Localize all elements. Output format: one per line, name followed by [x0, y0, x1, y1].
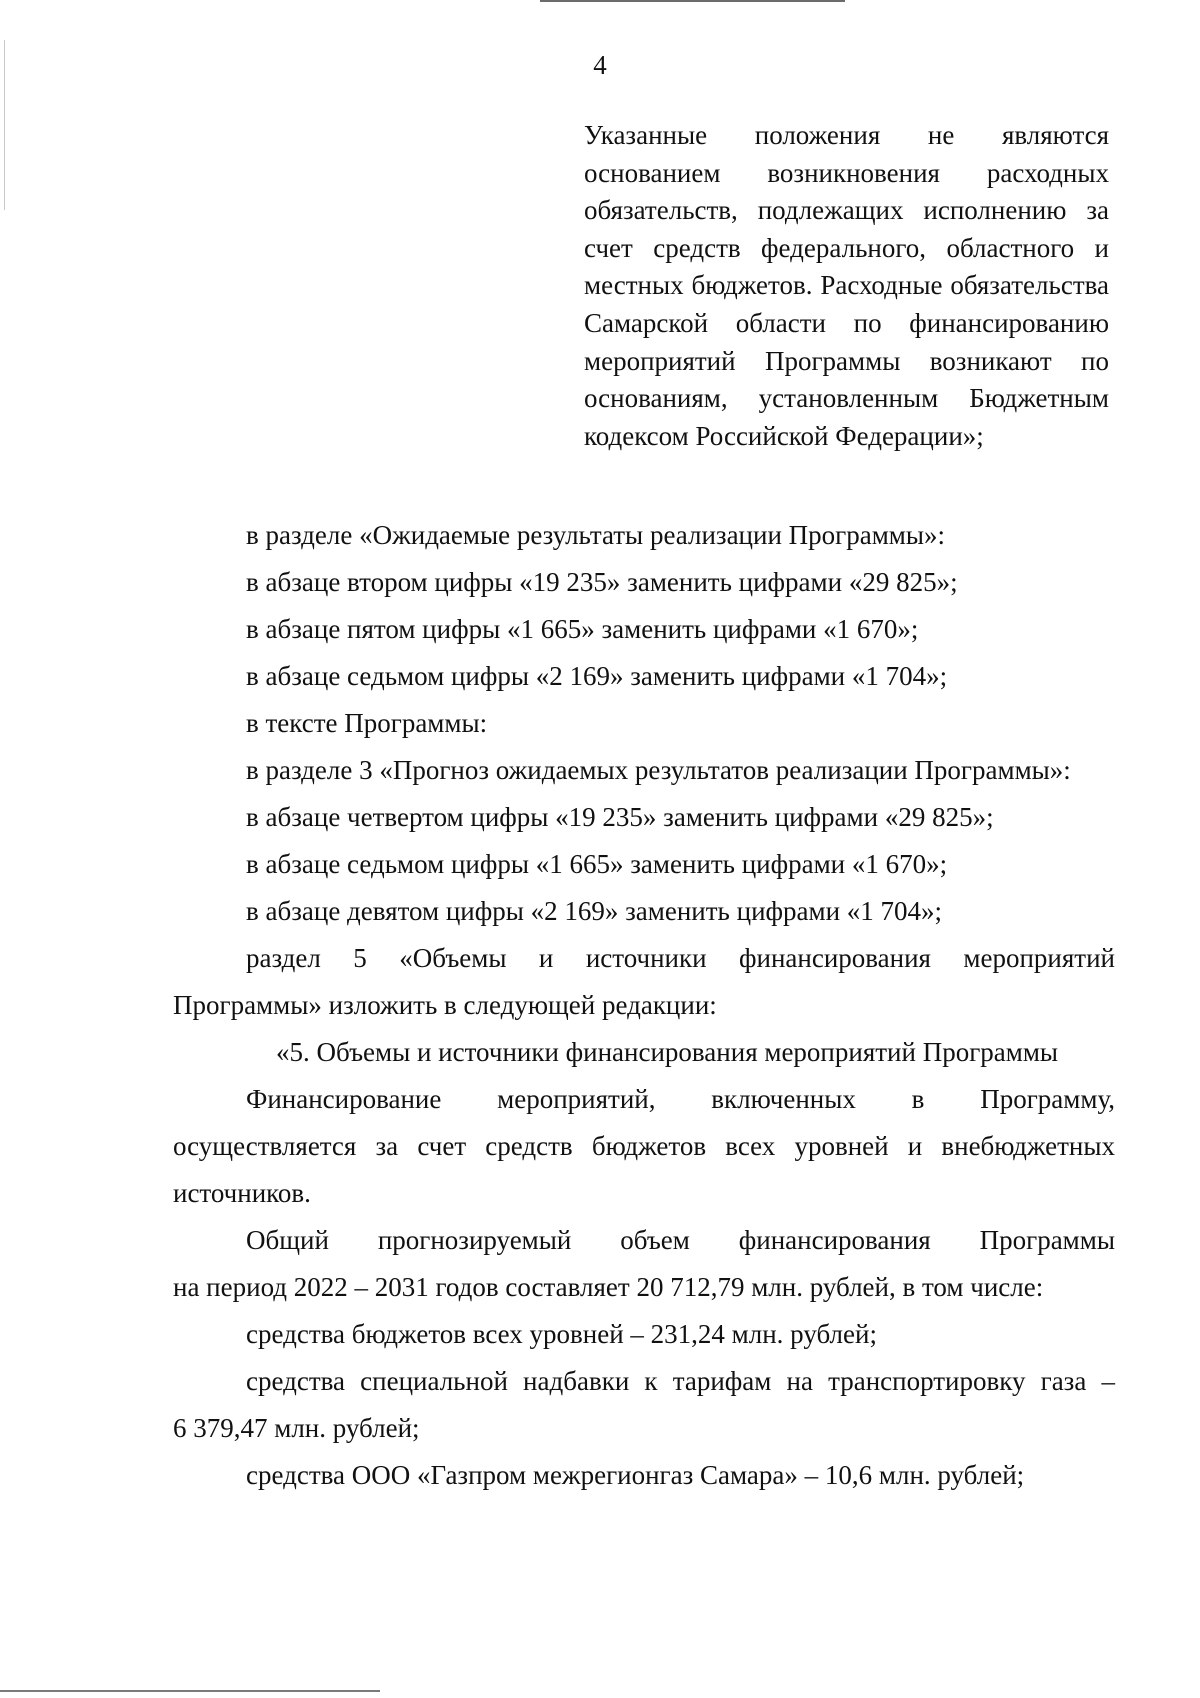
paragraph-line: на период 2022 – 2031 годов составляет 20 712,79 млн. рублей, в том числе: — [173, 1272, 1044, 1302]
paragraph-line: в разделе 3 «Прогноз ожидаемых результатов реализации Программы»: — [246, 755, 1071, 785]
paragraph-line: в абзаце четвертом цифры «19 235» заменить цифрами «29 825»; — [246, 802, 994, 832]
paragraph-line: в абзаце пятом цифры «1 665» заменить цифрами «1 670»; — [246, 614, 919, 644]
paragraph-line: средства специальной надбавки к тарифам на транспортировку газа – — [246, 1366, 1115, 1396]
paragraph-line: в разделе «Ожидаемые результаты реализации Программы»: — [246, 520, 946, 550]
paragraph-line: источников. — [173, 1178, 311, 1208]
paragraph-line: раздел 5 «Объемы и источники финансирования мероприятий — [246, 943, 1115, 973]
paragraph-line: в абзаце девятом цифры «2 169» заменить цифрами «1 704»; — [246, 896, 943, 926]
paragraph-line: Общий прогнозируемый объем финансирования Программы — [246, 1225, 1115, 1255]
paragraph-line: Финансирование мероприятий, включенных в Программу, — [246, 1084, 1115, 1114]
paragraph-line: средства бюджетов всех уровней – 231,24 млн. рублей; — [246, 1319, 877, 1349]
scan-artifact-bottom-line — [0, 1690, 380, 1692]
scan-artifact-top-line — [540, 0, 845, 2]
paragraph-line: средства ООО «Газпром межрегионгаз Самара» – 10,6 млн. рублей; — [246, 1460, 1025, 1490]
page-number: 4 — [593, 50, 607, 80]
scan-artifact-left-edge — [4, 40, 5, 210]
section-heading: «5. Объемы и источники финансирования мероприятий Программы — [276, 1037, 1059, 1067]
paragraph-line: в абзаце втором цифры «19 235» заменить цифрами «29 825»; — [246, 567, 958, 597]
paragraph-line: 6 379,47 млн. рублей; — [173, 1413, 420, 1443]
paragraph-line: в абзаце седьмом цифры «1 665» заменить цифрами «1 670»; — [246, 849, 948, 879]
paragraph-line: в абзаце седьмом цифры «2 169» заменить цифрами «1 704»; — [246, 661, 948, 691]
paragraph-line: в тексте Программы: — [246, 708, 488, 738]
paragraph-line: Программы» изложить в следующей редакции: — [173, 990, 717, 1020]
paragraph-line: осуществляется за счет средств бюджетов всех уровней и внебюджетных — [173, 1131, 1115, 1161]
quoted-block-text: Указанные положения не являются основанием возникновения расходных обязательств, подлежащих исполнению за счет средств федерального, областного и местных бюджетов. Расходные обязательства Самарской области по финансированию мероприятий Программы возникают по основаниям, установленным Бюджетным кодексом Российской Федерации»; — [584, 120, 1109, 451]
